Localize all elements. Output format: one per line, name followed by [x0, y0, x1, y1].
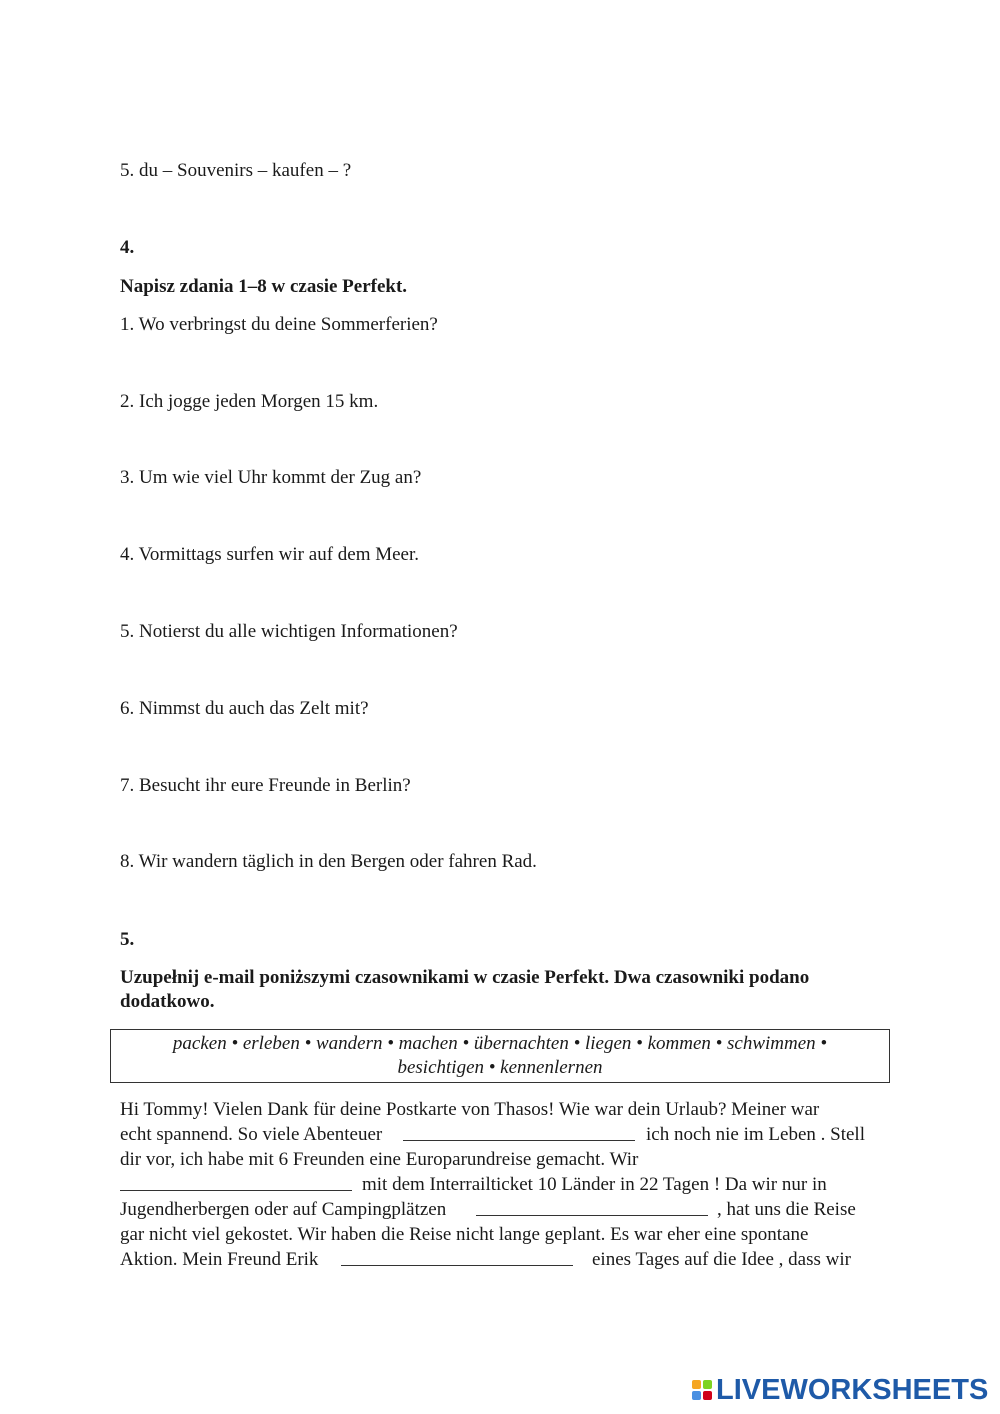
blank-2[interactable]: [120, 1174, 352, 1191]
blank-3[interactable]: [476, 1199, 708, 1216]
email-line-7a: Aktion. Mein Freund Erik: [120, 1249, 319, 1270]
exercise4-item-4: 4. Vormittags surfen wir auf dem Meer.: [120, 544, 420, 565]
exercise5-instruction-line1: Uzupełnij e-mail poniższymi czasownikami w czasie Perfekt. Dwa czasowniki podano: [120, 967, 810, 988]
email-line-1: Hi Tommy! Vielen Dank für deine Postkarte von Thasos! Wie war dein Urlaub? Meiner war: [120, 1099, 820, 1120]
blank-1[interactable]: [403, 1124, 635, 1141]
word-bank-line2: besichtigen • kennenlernen: [397, 1057, 603, 1078]
logo-square-4: [703, 1391, 712, 1400]
exercise3-item-5: 5. du – Souvenirs – kaufen – ?: [120, 160, 352, 181]
exercise4-item-3: 3. Um wie viel Uhr kommt der Zug an?: [120, 467, 422, 488]
logo-square-3: [692, 1391, 701, 1400]
word-bank-line1: packen • erleben • wandern • machen • übernachten • liegen • kommen • schwimmen •: [172, 1033, 828, 1054]
logo-grid-icon: [692, 1380, 712, 1400]
email-line-5b: , hat uns die Reise: [717, 1199, 856, 1220]
exercise4-item-5: 5. Notierst du alle wichtigen Informationen?: [120, 621, 458, 642]
exercise4-item-8: 8. Wir wandern täglich in den Bergen oder fahren Rad.: [120, 851, 537, 872]
exercise4-item-7: 7. Besucht ihr eure Freunde in Berlin?: [120, 775, 411, 796]
email-line-3: dir vor, ich habe mit 6 Freunden eine Europarundreise gemacht. Wir: [120, 1149, 639, 1170]
exercise4-item-2: 2. Ich jogge jeden Morgen 15 km.: [120, 391, 379, 412]
exercise4-instruction: Napisz zdania 1–8 w czasie Perfekt.: [120, 276, 408, 297]
email-line-2a: echt spannend. So viele Abenteuer: [120, 1124, 383, 1145]
blank-4[interactable]: [341, 1249, 573, 1266]
email-line-4b: mit dem Interrailticket 10 Länder in 22 Tagen ! Da wir nur in: [362, 1174, 827, 1195]
exercise5-number: 5.: [120, 929, 135, 950]
email-line-2b: ich noch nie im Leben . Stell: [646, 1124, 865, 1145]
logo-square-1: [692, 1380, 701, 1389]
email-line-5a: Jugendherbergen oder auf Campingplätzen: [120, 1199, 447, 1220]
email-line-7b: eines Tages auf die Idee , dass wir: [592, 1249, 851, 1270]
exercise5-instruction-line2: dodatkowo.: [120, 991, 215, 1012]
exercise4-number: 4.: [120, 237, 135, 258]
word-bank: [110, 1029, 890, 1083]
logo-square-2: [703, 1380, 712, 1389]
email-line-6: gar nicht viel gekostet. Wir haben die Reise nicht lange geplant. Es war eher eine spontane: [120, 1224, 809, 1245]
liveworksheets-logo: [692, 1374, 988, 1406]
exercise4-item-6: 6. Nimmst du auch das Zelt mit?: [120, 698, 369, 719]
exercise4-item-1: 1. Wo verbringst du deine Sommerferien?: [120, 314, 438, 335]
logo-text: LIVEWORKSHEETS: [716, 1374, 989, 1406]
